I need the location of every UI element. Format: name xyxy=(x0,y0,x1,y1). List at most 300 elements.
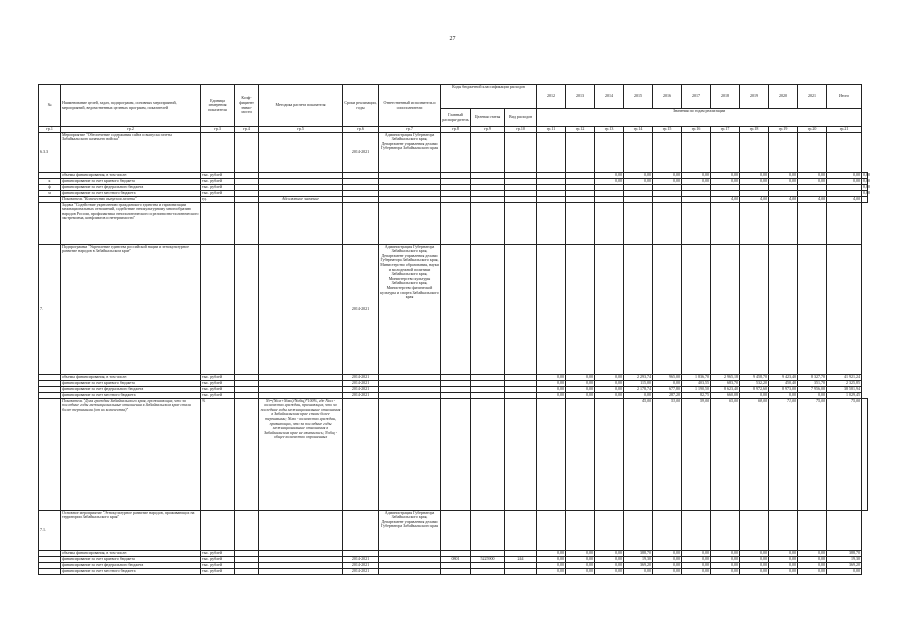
column-number: гр.5 xyxy=(259,127,343,133)
table-cell xyxy=(624,510,653,550)
value-cell: 0,00 xyxy=(740,556,769,562)
value-cell: 0,00 xyxy=(740,172,769,178)
table-cell xyxy=(653,202,682,244)
table-cell xyxy=(711,202,740,244)
value-cell: 2 965,18 xyxy=(711,374,740,380)
value-cell: 2 178,74 xyxy=(624,386,653,392)
column-number: гр.4 xyxy=(235,127,259,133)
table-cell xyxy=(259,568,343,574)
value-cell: 0,00 xyxy=(740,562,769,568)
row-mark: м xyxy=(39,190,61,196)
value-cell: 683,70 xyxy=(711,380,740,386)
header-coef: Коэф-фициент значи-мости xyxy=(235,85,259,127)
value-cell: 965,00 xyxy=(653,374,682,380)
table-cell xyxy=(235,132,259,172)
indicator-value: 53,00 xyxy=(653,398,682,510)
value-cell: 0,00 xyxy=(624,392,653,398)
value-cell: 0,00 xyxy=(798,556,827,562)
value-cell: 0,00 xyxy=(798,562,827,568)
table-cell xyxy=(682,510,711,550)
table-cell xyxy=(505,398,537,510)
value-cell: 0,00 xyxy=(566,568,595,574)
indicator-value xyxy=(537,398,566,510)
header-unit: Единица измерения показателя xyxy=(201,85,235,127)
indicator-value: 45,00 xyxy=(624,398,653,510)
row-unit: тыс. рублей xyxy=(201,184,235,190)
table-cell xyxy=(624,202,653,244)
table-cell xyxy=(595,132,624,172)
table-cell xyxy=(798,202,827,244)
value-cell: 0,00 xyxy=(537,550,566,556)
column-number: гр.20 xyxy=(798,127,827,133)
value-cell: 2 325,85 xyxy=(827,380,862,386)
header-year: 2017 xyxy=(682,85,711,109)
header-year: 2020 xyxy=(769,85,798,109)
table-cell xyxy=(39,568,61,574)
table-cell xyxy=(769,202,798,244)
value-cell: 369,20 xyxy=(624,562,653,568)
header-year-2012: 2012 xyxy=(537,85,566,109)
header-years-group: Значения по годам реализации xyxy=(537,109,862,127)
table-cell xyxy=(471,510,505,550)
row-unit: тыс. рублей xyxy=(201,556,235,562)
table-cell xyxy=(595,202,624,244)
activity-row xyxy=(39,132,868,172)
value-cell: 0,00 xyxy=(566,374,595,380)
header-method: Методика расчета показателя xyxy=(259,85,343,127)
task-row xyxy=(39,202,868,244)
header-code-main: Главный распоря-дитель xyxy=(441,109,471,127)
value-cell: 0,00 xyxy=(595,392,624,398)
table-cell xyxy=(201,244,235,374)
header-name: Наименование целей, задач, подпрограмм, основных мероприятий, мероприятий, ведомственных целевых программ, показателей xyxy=(61,85,201,127)
row-label: Показатель "Количество выпусков газеты" xyxy=(61,196,201,202)
value-cell: 0,00 xyxy=(624,178,653,184)
value-cell: 0,00 xyxy=(769,392,798,398)
value-cell: 388,70 xyxy=(624,550,653,556)
row-unit: тыс. рублей xyxy=(201,392,235,398)
row-unit: ед. xyxy=(201,196,235,202)
code-type: 244 xyxy=(505,556,537,562)
table-cell xyxy=(441,398,471,510)
table-cell xyxy=(595,244,624,374)
table-cell xyxy=(769,132,798,172)
table-cell xyxy=(441,202,471,244)
value-cell: 4,00 xyxy=(740,196,769,202)
value-cell: 1 029,45 xyxy=(827,392,862,398)
value-cell: 0,00 xyxy=(537,392,566,398)
column-number: гр.11 xyxy=(537,127,566,133)
value-cell: 0,00 xyxy=(566,550,595,556)
value-cell: 0,00 xyxy=(537,380,566,386)
table-cell xyxy=(201,510,235,550)
table-cell xyxy=(505,202,537,244)
value-cell: 0,00 xyxy=(827,178,862,184)
value-cell: 2 293,74 xyxy=(624,374,653,380)
value-cell: 0,00 xyxy=(827,172,862,178)
row-period: 2014-2021 xyxy=(343,380,379,386)
header-codes: Коды бюджетной классификации расходов xyxy=(441,85,537,109)
table-cell xyxy=(566,510,595,550)
column-number: гр.15 xyxy=(653,127,682,133)
row-unit: тыс. рублей xyxy=(201,550,235,556)
table-cell xyxy=(201,202,235,244)
indicator-value: 75,00 xyxy=(827,398,862,510)
value-cell: 0,00 xyxy=(653,380,682,386)
column-number: гр.10 xyxy=(505,127,537,133)
table-cell xyxy=(624,132,653,172)
row-label: финансирование за счет федерального бюджета xyxy=(61,386,201,392)
indicator-value xyxy=(862,398,868,510)
value-cell: 0,00 xyxy=(624,568,653,574)
value-cell: 0,00 xyxy=(769,568,798,574)
table-cell xyxy=(740,510,769,550)
table-cell xyxy=(798,510,827,550)
indicator-row xyxy=(39,398,868,510)
main-activity-row xyxy=(39,510,868,550)
row-unit: тыс. рублей xyxy=(201,172,235,178)
value-cell: 0,00 xyxy=(595,178,624,184)
table-cell xyxy=(441,244,471,374)
table-cell xyxy=(259,202,343,244)
activity-responsible: Администрация Губернатора Забайкальского края, Департамент управления делами Губернатора Забайкальского края xyxy=(379,132,441,172)
indicator-unit: % xyxy=(201,398,235,510)
column-number: гр.3 xyxy=(201,127,235,133)
table-cell xyxy=(740,202,769,244)
table-cell xyxy=(471,244,505,374)
table-cell xyxy=(537,132,566,172)
row-number: 7. xyxy=(39,244,61,374)
column-number: гр.12 xyxy=(566,127,595,133)
value-cell: 0,00 xyxy=(827,568,862,574)
table-cell xyxy=(740,244,769,374)
table-cell xyxy=(441,510,471,550)
header-year: 2018 xyxy=(711,85,740,109)
row-method: Абсолютное значение xyxy=(259,196,343,202)
row-label: объемы финансирования, в том числе: xyxy=(61,172,201,178)
table-cell xyxy=(235,244,259,374)
code-type xyxy=(505,568,537,574)
column-number: гр.21 xyxy=(827,127,862,133)
value-cell: 0,00 xyxy=(798,172,827,178)
value-cell: 9 458,70 xyxy=(740,374,769,380)
row-unit: тыс. рублей xyxy=(201,568,235,574)
value-cell: 0,00 xyxy=(537,556,566,562)
value-cell: 0,00 xyxy=(595,562,624,568)
value-cell: 82,75 xyxy=(682,392,711,398)
table-cell xyxy=(653,132,682,172)
table-cell xyxy=(471,398,505,510)
value-cell: 0,00 xyxy=(740,178,769,184)
row-label: финансирование за счет федерального бюджета xyxy=(61,562,201,568)
table-cell xyxy=(259,244,343,374)
value-cell: 19,30 xyxy=(827,556,862,562)
value-cell: 660,08 xyxy=(711,392,740,398)
value-cell: 0,00 xyxy=(863,189,871,195)
table-cell xyxy=(235,568,259,574)
row-mark: к xyxy=(39,178,61,184)
table-cell xyxy=(566,132,595,172)
value-cell: 0,00 xyxy=(653,556,682,562)
table-cell xyxy=(711,244,740,374)
header-period: Сроки реализации, годы xyxy=(343,85,379,127)
value-cell: 0,00 xyxy=(711,172,740,178)
table-cell xyxy=(798,132,827,172)
column-number: гр.7 xyxy=(379,127,441,133)
value-cell: 0,00 xyxy=(711,550,740,556)
row-mark: ф xyxy=(39,184,61,190)
header-year: 2013 xyxy=(566,85,595,109)
value-cell: 450,40 xyxy=(769,380,798,386)
table-cell xyxy=(595,510,624,550)
table-cell xyxy=(379,202,441,244)
value-cell: 19,30 xyxy=(624,556,653,562)
value-cell: 388,70 xyxy=(827,550,862,556)
column-number: гр.2 xyxy=(61,127,201,133)
value-cell: 0,00 xyxy=(595,550,624,556)
header-year: 2016 xyxy=(653,85,682,109)
row-label: финансирование за счет краевого бюджета xyxy=(61,556,201,562)
table-cell xyxy=(505,132,537,172)
row-label: финансирование за счет краевого бюджета xyxy=(61,178,201,184)
table-cell xyxy=(235,510,259,550)
table-cell xyxy=(259,132,343,172)
indicator-value: 59,00 xyxy=(682,398,711,510)
value-cell: 8 973,00 xyxy=(769,386,798,392)
table-cell xyxy=(682,132,711,172)
table-cell xyxy=(711,510,740,550)
header-year: 2015 xyxy=(624,85,653,109)
value-cell: 8 972,60 xyxy=(740,386,769,392)
value-cell: 0,00 xyxy=(769,178,798,184)
code-target: 5225900 xyxy=(471,556,505,562)
table-cell xyxy=(798,244,827,374)
subprogram-responsible: Администрация Губернатора Забайкальского края, Департамент управления делами Губернатора Забайкальского края, Министерство образования, науки и молодежной политики Забайкальского края, Министерство культуры Забайкальского края, Министерство физической культуры и спорта Забайкальского края xyxy=(379,244,441,374)
value-cell: 0,00 xyxy=(537,386,566,392)
header-resp: Ответственный исполнитель и соисполнители xyxy=(379,85,441,127)
table-cell xyxy=(379,568,441,574)
value-cell: 0,00 xyxy=(653,562,682,568)
row-unit: тыс. рублей xyxy=(201,380,235,386)
value-cell: 351,70 xyxy=(798,380,827,386)
column-number: гр.16 xyxy=(682,127,711,133)
value-cell: 0,00 xyxy=(595,556,624,562)
table-cell xyxy=(471,202,505,244)
value-cell: 9 423,40 xyxy=(769,374,798,380)
value-cell: 0,00 xyxy=(798,178,827,184)
table-cell xyxy=(343,202,379,244)
table-cell xyxy=(827,202,862,244)
row-period: 2014-2021 xyxy=(343,392,379,398)
row-unit: тыс. рублей xyxy=(201,190,235,196)
value-cell: 0,00 xyxy=(537,374,566,380)
value-cell: 0,00 xyxy=(863,171,871,177)
value-cell: 0,00 xyxy=(566,380,595,386)
table-cell xyxy=(682,244,711,374)
table-cell xyxy=(379,398,441,510)
table-cell xyxy=(711,132,740,172)
value-cell: 0,00 xyxy=(682,562,711,568)
column-number: гр.1 xyxy=(39,127,61,133)
main-activity-name: Основное мероприятие "Этнокультурное развитие народов, проживающих на территории Забайкальского края" xyxy=(61,510,201,550)
row-label: финансирование за счет местного бюджета xyxy=(61,568,201,574)
header-total: Итого xyxy=(827,85,862,109)
value-cell: 0,00 xyxy=(653,172,682,178)
value-cell: 8 327,70 xyxy=(798,374,827,380)
value-cell: 0,00 xyxy=(537,562,566,568)
indicator-value: 65,00 xyxy=(711,398,740,510)
column-number: гр.14 xyxy=(624,127,653,133)
value-cell: 677,80 xyxy=(653,386,682,392)
row-unit: тыс. рублей xyxy=(201,374,235,380)
indicator-method: Nt=(Ntол+Ntмо)/Nобщ)*100%, где Ntол - количество граждан, признающих, что за последние годы межнациональные отношения в Забайкальском крае стали более терпимыми; Ntмо - количество граждан, признающих, что за последние годы межнациональные отношения в Забайкальском крае не изменились; Nобщ - общее количество опрошенных xyxy=(259,398,343,510)
value-cell: 0,00 xyxy=(798,392,827,398)
value-cell: 0,00 xyxy=(711,568,740,574)
value-cell: 0,00 xyxy=(653,550,682,556)
page-number: 27 xyxy=(449,36,456,42)
value-cell: 7 956,00 xyxy=(798,386,827,392)
value-cell: 0,00 xyxy=(740,550,769,556)
row-period: 2014-2021 xyxy=(343,386,379,392)
value-cell: 0,00 xyxy=(653,178,682,184)
value-cell: 532,20 xyxy=(740,380,769,386)
header-code-target: Целевая статья xyxy=(471,109,505,127)
activity-period: 2014-2021 xyxy=(343,132,379,172)
row-period: 2014-2021 xyxy=(343,562,379,568)
row-unit: тыс. рублей xyxy=(201,178,235,184)
finance-row xyxy=(39,568,868,574)
code-target xyxy=(471,568,505,574)
value-cell: 0,00 xyxy=(769,562,798,568)
subprogram-row xyxy=(39,244,868,374)
table-cell xyxy=(653,244,682,374)
table-cell xyxy=(653,510,682,550)
value-cell: 0,00 xyxy=(711,178,740,184)
activity-name: Мероприятие "Обеспечение содержания сайта и выпуска газеты Забайкальского казачьего войска" xyxy=(61,132,201,172)
code-main: 0801 xyxy=(441,556,471,562)
table-cell xyxy=(566,244,595,374)
table-cell xyxy=(505,510,537,550)
value-cell: 0,00 xyxy=(682,178,711,184)
budget-table xyxy=(38,84,871,575)
table-cell xyxy=(39,202,61,244)
column-number: гр.9 xyxy=(471,127,505,133)
table-cell xyxy=(471,132,505,172)
row-label: финансирование за счет федерального бюджета xyxy=(61,184,201,190)
value-cell: 41 921,24 xyxy=(827,374,862,380)
table-cell xyxy=(505,244,537,374)
value-cell: 0,00 xyxy=(566,556,595,562)
value-cell: 0,00 xyxy=(624,172,653,178)
value-cell: 0,00 xyxy=(769,556,798,562)
value-cell: 0,00 xyxy=(595,380,624,386)
value-cell: 4,00 xyxy=(769,196,798,202)
table-cell xyxy=(624,244,653,374)
value-cell: 0,00 xyxy=(566,386,595,392)
column-number: гр.13 xyxy=(595,127,624,133)
indicator-value: 71,00 xyxy=(769,398,798,510)
task-label: Задача "Содействие укреплению гражданского единства и гармонизации межнациональных отношений, содействие этнокультурному многообразию народов России, профилактика этнополитического и религиозно-политического экстремизма, конфликтов и нетерпимости" xyxy=(61,202,201,244)
value-cell: 0,00 xyxy=(566,562,595,568)
table-cell xyxy=(566,202,595,244)
row-period: 2014-2021 xyxy=(343,556,379,562)
indicator-value: 68,00 xyxy=(740,398,769,510)
value-cell: 0,00 xyxy=(711,556,740,562)
table-cell xyxy=(537,244,566,374)
row-number: 6.3.3 xyxy=(39,132,61,172)
table-cell xyxy=(537,510,566,550)
value-cell xyxy=(862,196,868,202)
indicator-value xyxy=(566,398,595,510)
column-number: гр.6 xyxy=(343,127,379,133)
table-cell xyxy=(441,132,471,172)
row-unit: тыс. рублей xyxy=(201,562,235,568)
value-cell: 0,00 xyxy=(711,562,740,568)
subprogram-name: Подпрограмма "Укрепление единства российской нации и этнокультурное развитие народов в Забайкальском крае" xyxy=(61,244,201,374)
table-cell xyxy=(343,510,379,550)
value-cell: 0,00 xyxy=(798,550,827,556)
table-cell xyxy=(39,398,61,510)
value-cell: 0,00 xyxy=(682,550,711,556)
table-cell xyxy=(827,244,862,374)
value-cell: 0,00 xyxy=(769,550,798,556)
table-cell xyxy=(537,202,566,244)
table-cell xyxy=(259,510,343,550)
value-cell: 1 190,50 xyxy=(682,386,711,392)
value-cell: 1 836,70 xyxy=(682,374,711,380)
value-cell: 0,00 xyxy=(740,568,769,574)
value-cell: 0,00 xyxy=(653,568,682,574)
header-year: 2014 xyxy=(595,85,624,109)
table-cell xyxy=(769,510,798,550)
value-cell: 4,00 xyxy=(711,196,740,202)
row-label: объемы финансирования, в том числе: xyxy=(61,374,201,380)
column-number: гр.19 xyxy=(769,127,798,133)
row-label: объемы финансирования, в том числе: xyxy=(61,550,201,556)
value-cell: 0,00 xyxy=(595,386,624,392)
value-cell: 287,20 xyxy=(653,392,682,398)
header-year: 2021 xyxy=(798,85,827,109)
value-cell: 0,00 xyxy=(863,177,871,183)
table-cell xyxy=(827,510,862,550)
value-cell: 369,20 xyxy=(827,562,862,568)
value-cell: 0,00 xyxy=(595,172,624,178)
header-no: № xyxy=(39,85,61,127)
value-cell: 0,00 xyxy=(566,392,595,398)
value-cell: 0,00 xyxy=(740,392,769,398)
value-cell: 0,00 xyxy=(682,568,711,574)
value-cell: 0,00 xyxy=(863,183,871,189)
header-year: 2019 xyxy=(740,85,769,109)
table-cell xyxy=(201,132,235,172)
header-row xyxy=(39,85,868,109)
row-number: 7.1. xyxy=(39,510,61,550)
table-cell xyxy=(235,202,259,244)
value-cell: 0,00 xyxy=(682,172,711,178)
subprogram-period: 2014-2021 xyxy=(343,244,379,374)
value-cell: 38 581,94 xyxy=(827,386,862,392)
row-period: 2014-2021 xyxy=(343,568,379,574)
table-cell xyxy=(682,202,711,244)
row-period: 2014-2021 xyxy=(343,374,379,380)
indicator-value xyxy=(595,398,624,510)
value-cell: 0,00 xyxy=(537,568,566,574)
indicator-label: Показатель "Доля граждан Забайкальского края, проживающих, что за последние годы межнациональные отношения в Забайкальском крае стали более терпимыми (от их количества)" xyxy=(61,398,201,510)
column-number: гр.17 xyxy=(711,127,740,133)
main-activity-responsible: Администрация Губернатора Забайкальского края, Департамент управления делами Губернатора Забайкальского края xyxy=(379,510,441,550)
row-label: финансирование за счет местного бюджета xyxy=(61,392,201,398)
indicator-value: 75,00 xyxy=(798,398,827,510)
